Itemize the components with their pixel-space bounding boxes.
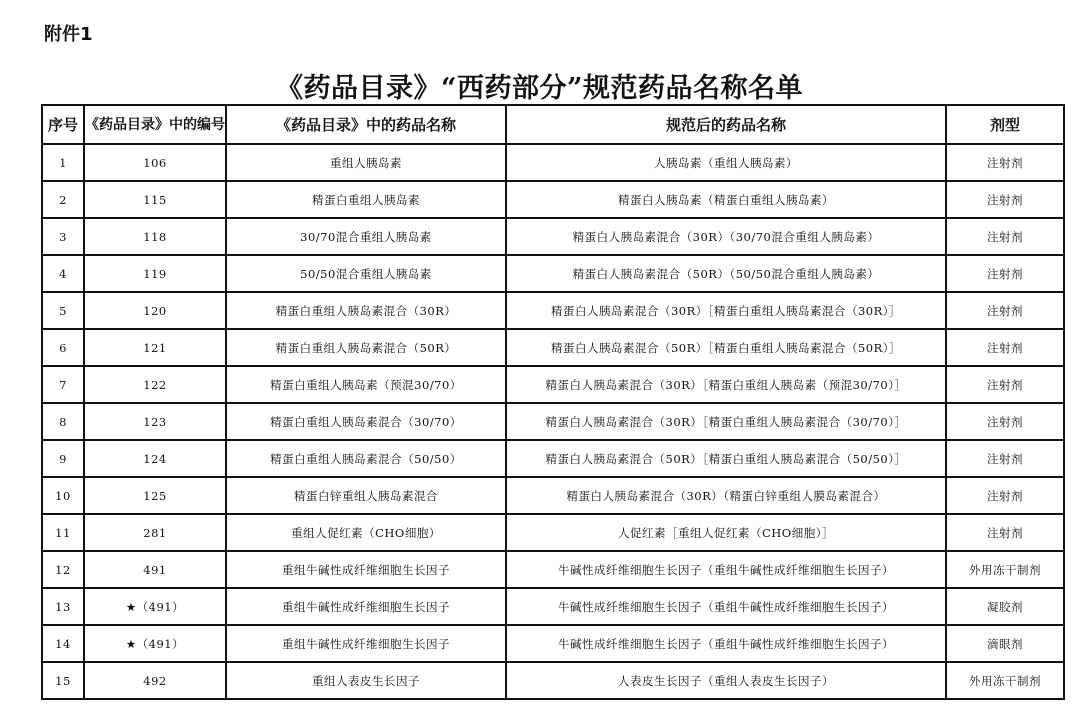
row-standard-name: 牛碱性成纤维细胞生长因子（重组牛碱性成纤维细胞生长因子） [507,552,947,589]
row-catalog-name: 重组牛碱性成纤维细胞生长因子 [227,626,507,663]
row-standard-name: 精蛋白人胰岛素（精蛋白重组人胰岛素） [507,182,947,219]
table-row [43,441,1063,478]
row-standard-name: 牛碱性成纤维细胞生长因子（重组牛碱性成纤维细胞生长因子） [507,626,947,663]
row-catalog-code: 281 [85,515,227,552]
row-catalog-name: 重组牛碱性成纤维细胞生长因子 [227,589,507,626]
row-standard-name: 精蛋白人胰岛素混合（30R）［精蛋白重组人胰岛素混合（30/70）］ [507,404,947,441]
row-seq: 15 [43,663,85,698]
row-catalog-name: 精蛋白重组人胰岛素混合（50/50） [227,441,507,478]
row-dosage-form: 注射剂 [947,367,1063,404]
row-catalog-name: 精蛋白重组人胰岛素 [227,182,507,219]
row-dosage-form: 注射剂 [947,219,1063,256]
row-standard-name: 精蛋白人胰岛素混合（50R）［精蛋白重组人胰岛素混合（50/50）］ [507,441,947,478]
row-catalog-name: 精蛋白重组人胰岛素（预混30/70） [227,367,507,404]
row-standard-name: 牛碱性成纤维细胞生长因子（重组牛碱性成纤维细胞生长因子） [507,589,947,626]
row-seq: 7 [43,367,85,404]
row-catalog-name: 重组人促红素（CHO细胞） [227,515,507,552]
row-catalog-code: 106 [85,145,227,182]
header-seq: 序号 [43,106,85,145]
row-dosage-form: 注射剂 [947,182,1063,219]
row-seq: 5 [43,293,85,330]
row-catalog-code: 115 [85,182,227,219]
header-catalog-code: 《药品目录》中的编号 [85,106,227,145]
table-body [43,145,1063,698]
row-seq: 4 [43,256,85,293]
row-seq: 1 [43,145,85,182]
row-seq: 12 [43,552,85,589]
row-standard-name: 人胰岛素（重组人胰岛素） [507,145,947,182]
row-standard-name: 精蛋白人胰岛素混合（30R）［精蛋白重组人胰岛素混合（30R）］ [507,293,947,330]
row-standard-name: 精蛋白人胰岛素混合（50R）［精蛋白重组人胰岛素混合（50R）］ [507,330,947,367]
header-catalog-name: 《药品目录》中的药品名称 [227,106,507,145]
row-dosage-form: 凝胶剂 [947,589,1063,626]
row-catalog-name: 重组人表皮生长因子 [227,663,507,698]
row-dosage-form: 外用冻干制剂 [969,673,1041,688]
row-dosage-form: 注射剂 [947,404,1063,441]
table-row [43,589,1063,626]
row-seq: 10 [43,478,85,515]
row-catalog-name: 精蛋白重组人胰岛素混合（50R） [227,330,507,367]
row-catalog-code: 120 [85,293,227,330]
table-row [43,367,1063,404]
row-catalog-code: 123 [85,404,227,441]
row-catalog-code: 122 [85,367,227,404]
row-dosage-form: 注射剂 [947,478,1063,515]
row-standard-name: 人促红素［重组人促红素（CHO细胞）］ [507,515,947,552]
row-seq: 3 [43,219,85,256]
row-seq: 11 [43,515,85,552]
row-seq: 9 [43,441,85,478]
header-standard-name: 规范后的药品名称 [507,106,947,145]
row-dosage-form: 注射剂 [947,256,1063,293]
row-standard-name: 精蛋白人胰岛素混合（50R）（50/50混合重组人胰岛素） [507,256,947,293]
row-seq: 13 [43,589,85,626]
table-row [43,330,1063,367]
table-row [43,145,1063,182]
header-dosage-form: 剂型 [947,106,1063,145]
row-dosage-form: 外用冻干制剂 [947,552,1063,589]
row-catalog-code: 124 [85,441,227,478]
row-catalog-code: 492 [85,663,227,698]
row-catalog-name: 精蛋白锌重组人胰岛素混合 [227,478,507,515]
row-seq: 6 [43,330,85,367]
page-title: 《药品目录》“西药部分”规范药品名称名单 [275,73,804,104]
row-standard-name: 精蛋白人胰岛素混合（30R）［精蛋白重组人胰岛素（预混30/70）］ [507,367,947,404]
row-standard-name: 精蛋白人胰岛素混合（30R）（精蛋白锌重组人膜岛素混合） [507,478,947,515]
row-seq: 14 [43,626,85,663]
table-header-row [43,106,1063,145]
table-row [43,515,1063,552]
row-catalog-name: 50/50混合重组人胰岛素 [227,256,507,293]
table-row [43,404,1063,441]
row-seq: 2 [43,182,85,219]
row-catalog-name: 30/70混合重组人胰岛素 [227,219,507,256]
drug-name-table [41,104,1065,700]
row-catalog-name: 精蛋白重组人胰岛素混合（30/70） [227,404,507,441]
table-row [43,293,1063,330]
row-catalog-code: ★（491） [85,626,227,663]
row-catalog-code: 119 [85,256,227,293]
row-dosage-form: 注射剂 [947,441,1063,478]
row-catalog-name: 重组牛碱性成纤维细胞生长因子 [227,552,507,589]
row-dosage-form: 滴眼剂 [947,626,1063,663]
row-catalog-code: 121 [85,330,227,367]
table-row [43,478,1063,515]
row-catalog-code: 118 [85,219,227,256]
row-catalog-code: 125 [85,478,227,515]
row-standard-name: 精蛋白人胰岛素混合（30R）（30/70混合重组人胰岛素） [507,219,947,256]
row-catalog-name: 重组人胰岛素 [227,145,507,182]
table-row [43,663,1063,698]
row-dosage-form: 注射剂 [947,145,1063,182]
table-row [43,626,1063,663]
row-dosage-form: 注射剂 [947,330,1063,367]
row-seq: 8 [43,404,85,441]
table-row [43,219,1063,256]
row-catalog-code: ★（491） [85,589,227,626]
row-standard-name: 人表皮生长因子（重组人表皮生长因子） [507,663,947,698]
table-row [43,256,1063,293]
row-catalog-name: 精蛋白重组人胰岛素混合（30R） [227,293,507,330]
row-dosage-form: 注射剂 [947,293,1063,330]
row-catalog-code: 491 [85,552,227,589]
table-row [43,182,1063,219]
table-row [43,552,1063,589]
attachment-label: 附件1 [44,24,93,45]
row-dosage-form: 注射剂 [947,515,1063,552]
